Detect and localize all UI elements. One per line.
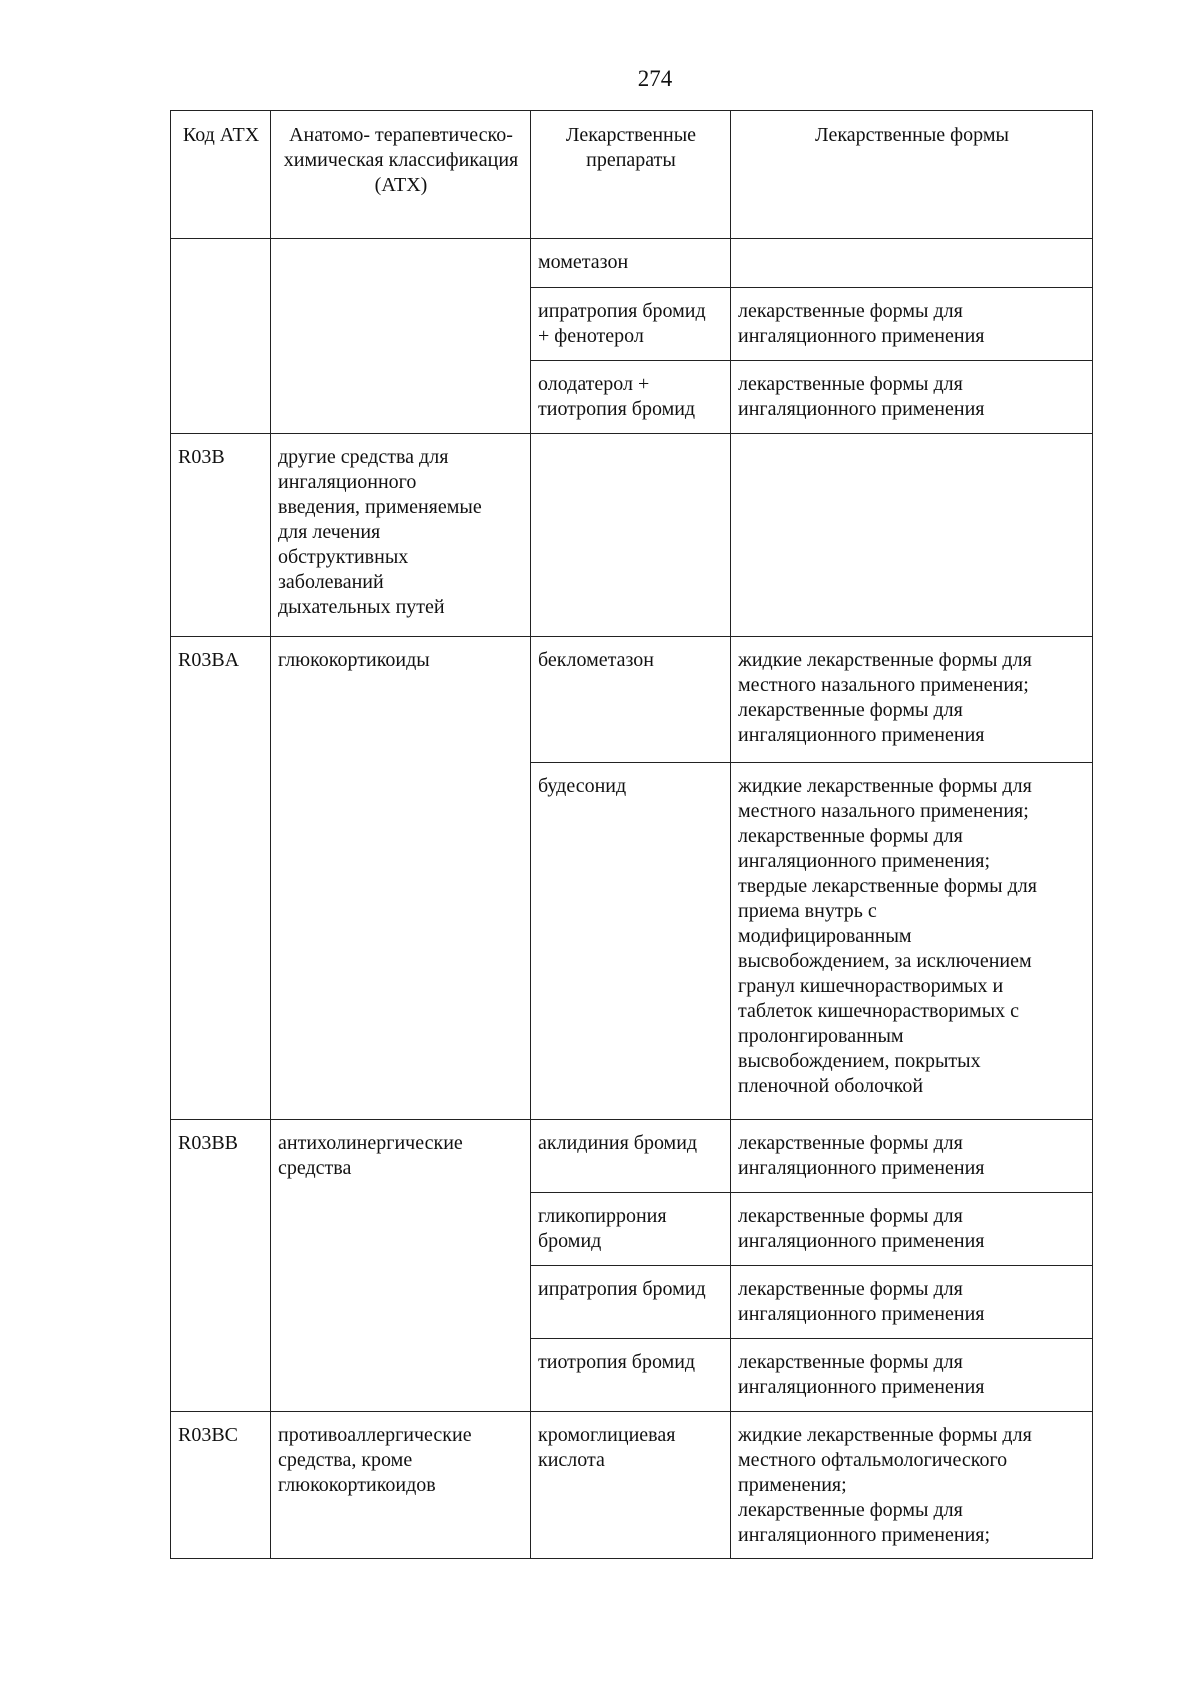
- cell-classification: глюкокортикоиды: [271, 637, 531, 1120]
- header-forms: Лекарственные формы: [731, 111, 1093, 239]
- cell-classification: антихолинергические средства: [271, 1120, 531, 1412]
- cell-forms: лекарственные формы для ингаляционного применения: [731, 1339, 1093, 1412]
- header-classification: Анатомо- терапевтическо- химическая классификация (АТХ): [271, 111, 531, 239]
- cell-forms: жидкие лекарственные формы для местного офтальмологического применения; лекарственные формы для ингаляционного применения;: [731, 1412, 1093, 1559]
- cell-drug: [531, 434, 731, 637]
- cell-drug: кромоглициевая кислота: [531, 1412, 731, 1559]
- cell-code: R03BA: [171, 637, 271, 1120]
- cell-drug: беклометазон: [531, 637, 731, 763]
- cell-drug: будесонид: [531, 763, 731, 1120]
- cell-forms: лекарственные формы для ингаляционного применения: [731, 1266, 1093, 1339]
- table-row: [171, 434, 1093, 637]
- cell-forms: жидкие лекарственные формы для местного назального применения; лекарственные формы для ингаляционного применения: [731, 637, 1093, 763]
- cell-drug: аклидиния бромид: [531, 1120, 731, 1193]
- cell-forms: лекарственные формы для ингаляционного применения: [731, 1120, 1093, 1193]
- header-code: Код АТХ: [171, 111, 271, 239]
- table-row: [171, 1120, 1093, 1193]
- cell-code: [171, 239, 271, 434]
- cell-drug: тиотропия бромид: [531, 1339, 731, 1412]
- cell-forms: [731, 434, 1093, 637]
- cell-forms: [731, 239, 1093, 288]
- cell-code: R03B: [171, 434, 271, 637]
- cell-forms: лекарственные формы для ингаляционного применения: [731, 288, 1093, 361]
- page-number: 274: [637, 66, 673, 91]
- cell-drug: олодатерол + тиотропия бромид: [531, 361, 731, 434]
- table-header-row: [171, 111, 1093, 239]
- cell-forms: лекарственные формы для ингаляционного применения: [731, 361, 1093, 434]
- cell-classification: другие средства для ингаляционного введения, применяемые для лечения обструктивных заболеваний дыхательных путей: [271, 434, 531, 637]
- cell-classification: [271, 239, 531, 434]
- cell-forms: лекарственные формы для ингаляционного применения: [731, 1193, 1093, 1266]
- cell-code: R03BB: [171, 1120, 271, 1412]
- table-row: [171, 637, 1093, 763]
- cell-classification: противоаллергические средства, кроме глюкокортикоидов: [271, 1412, 531, 1559]
- table-row: [171, 1412, 1093, 1559]
- cell-code: R03BC: [171, 1412, 271, 1559]
- atx-table: [170, 110, 1093, 1559]
- table-row: [171, 239, 1093, 288]
- cell-drug: ипратропия бромид: [531, 1266, 731, 1339]
- cell-forms: жидкие лекарственные формы для местного назального применения; лекарственные формы для ингаляционного применения; твердые лекарственные формы для приема внутрь с модифицированным высвобождением, за исключением гранул кишечнорастворимых и таблеток кишечнорастворимых с пролонгированным высвобождением, покрытых пленочной оболочкой: [731, 763, 1093, 1120]
- cell-drug: мометазон: [531, 239, 731, 288]
- cell-drug: гликопиррония бромид: [531, 1193, 731, 1266]
- header-drugs: Лекарственные препараты: [531, 111, 731, 239]
- cell-drug: ипратропия бромид + фенотерол: [531, 288, 731, 361]
